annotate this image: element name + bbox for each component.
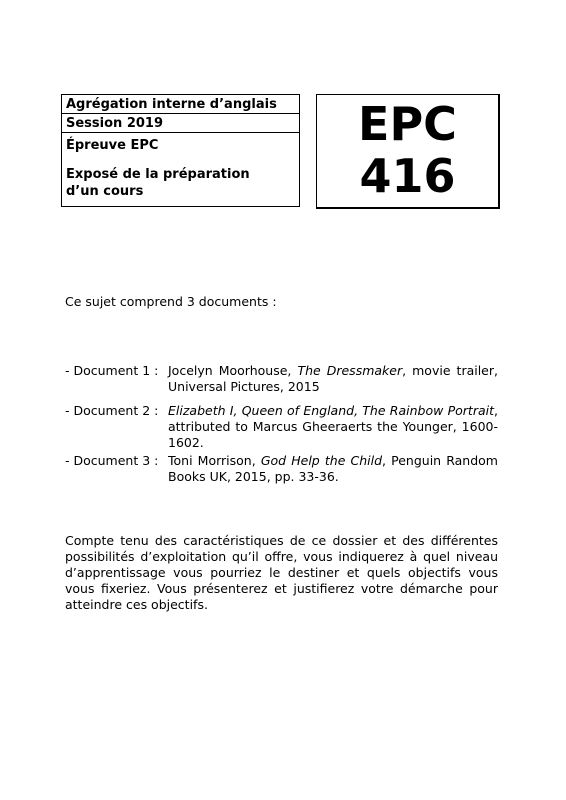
document-reference <box>168 453 498 485</box>
document-author: Jocelyn Moorhouse, <box>168 363 298 378</box>
instructions-paragraph: Compte tenu des caractéristiques de ce dossier et des différentes possibilités d’exploitation qu’il offre, vous indiquerez à quel niveau d’apprentissage vous pourriez le destiner et quels objectifs vous vous fixeriez. Vous présenterez et justifierez votre démarche pour atteindre ces objectifs. <box>65 533 498 612</box>
document-label: - Document 1 : <box>65 363 159 378</box>
exam-header-box <box>61 94 300 207</box>
exam-title: Agrégation interne d’anglais <box>62 95 299 114</box>
exam-test-name: Épreuve EPC <box>66 138 159 153</box>
subject-code-prefix: EPC <box>358 97 457 151</box>
subject-code-number: 416 <box>359 149 456 203</box>
intro-text: Ce sujet comprend 3 documents : <box>65 294 277 309</box>
exam-test-description-line2: d’un cours <box>66 184 144 199</box>
document-reference <box>168 363 498 395</box>
document-item-3 <box>65 453 498 485</box>
document-details: , movie trailer, Universal Pictures, 2015 <box>168 363 498 394</box>
document-details: , attributed to Marcus Gheeraerts the Younger, 1600-1602. <box>168 403 498 450</box>
document-title: God Help the Child <box>260 453 383 468</box>
exam-test-info <box>62 133 299 200</box>
document-author: Toni Morrison, <box>168 453 261 468</box>
subject-code-box <box>316 94 500 209</box>
document-reference <box>168 403 498 451</box>
document-item-2 <box>65 403 498 451</box>
document-item-1 <box>65 363 498 395</box>
document-details: , Penguin Random Books UK, 2015, pp. 33-36. <box>168 453 498 484</box>
document-label: - Document 2 : <box>65 403 159 418</box>
document-title: The Dressmaker <box>297 363 403 378</box>
document-label: - Document 3 : <box>65 453 159 468</box>
document-title: Elizabeth I, Queen of England, The Rainbow Portrait <box>168 403 495 418</box>
exam-test-description-line1: Exposé de la préparation <box>66 167 250 182</box>
exam-session: Session 2019 <box>62 114 299 133</box>
